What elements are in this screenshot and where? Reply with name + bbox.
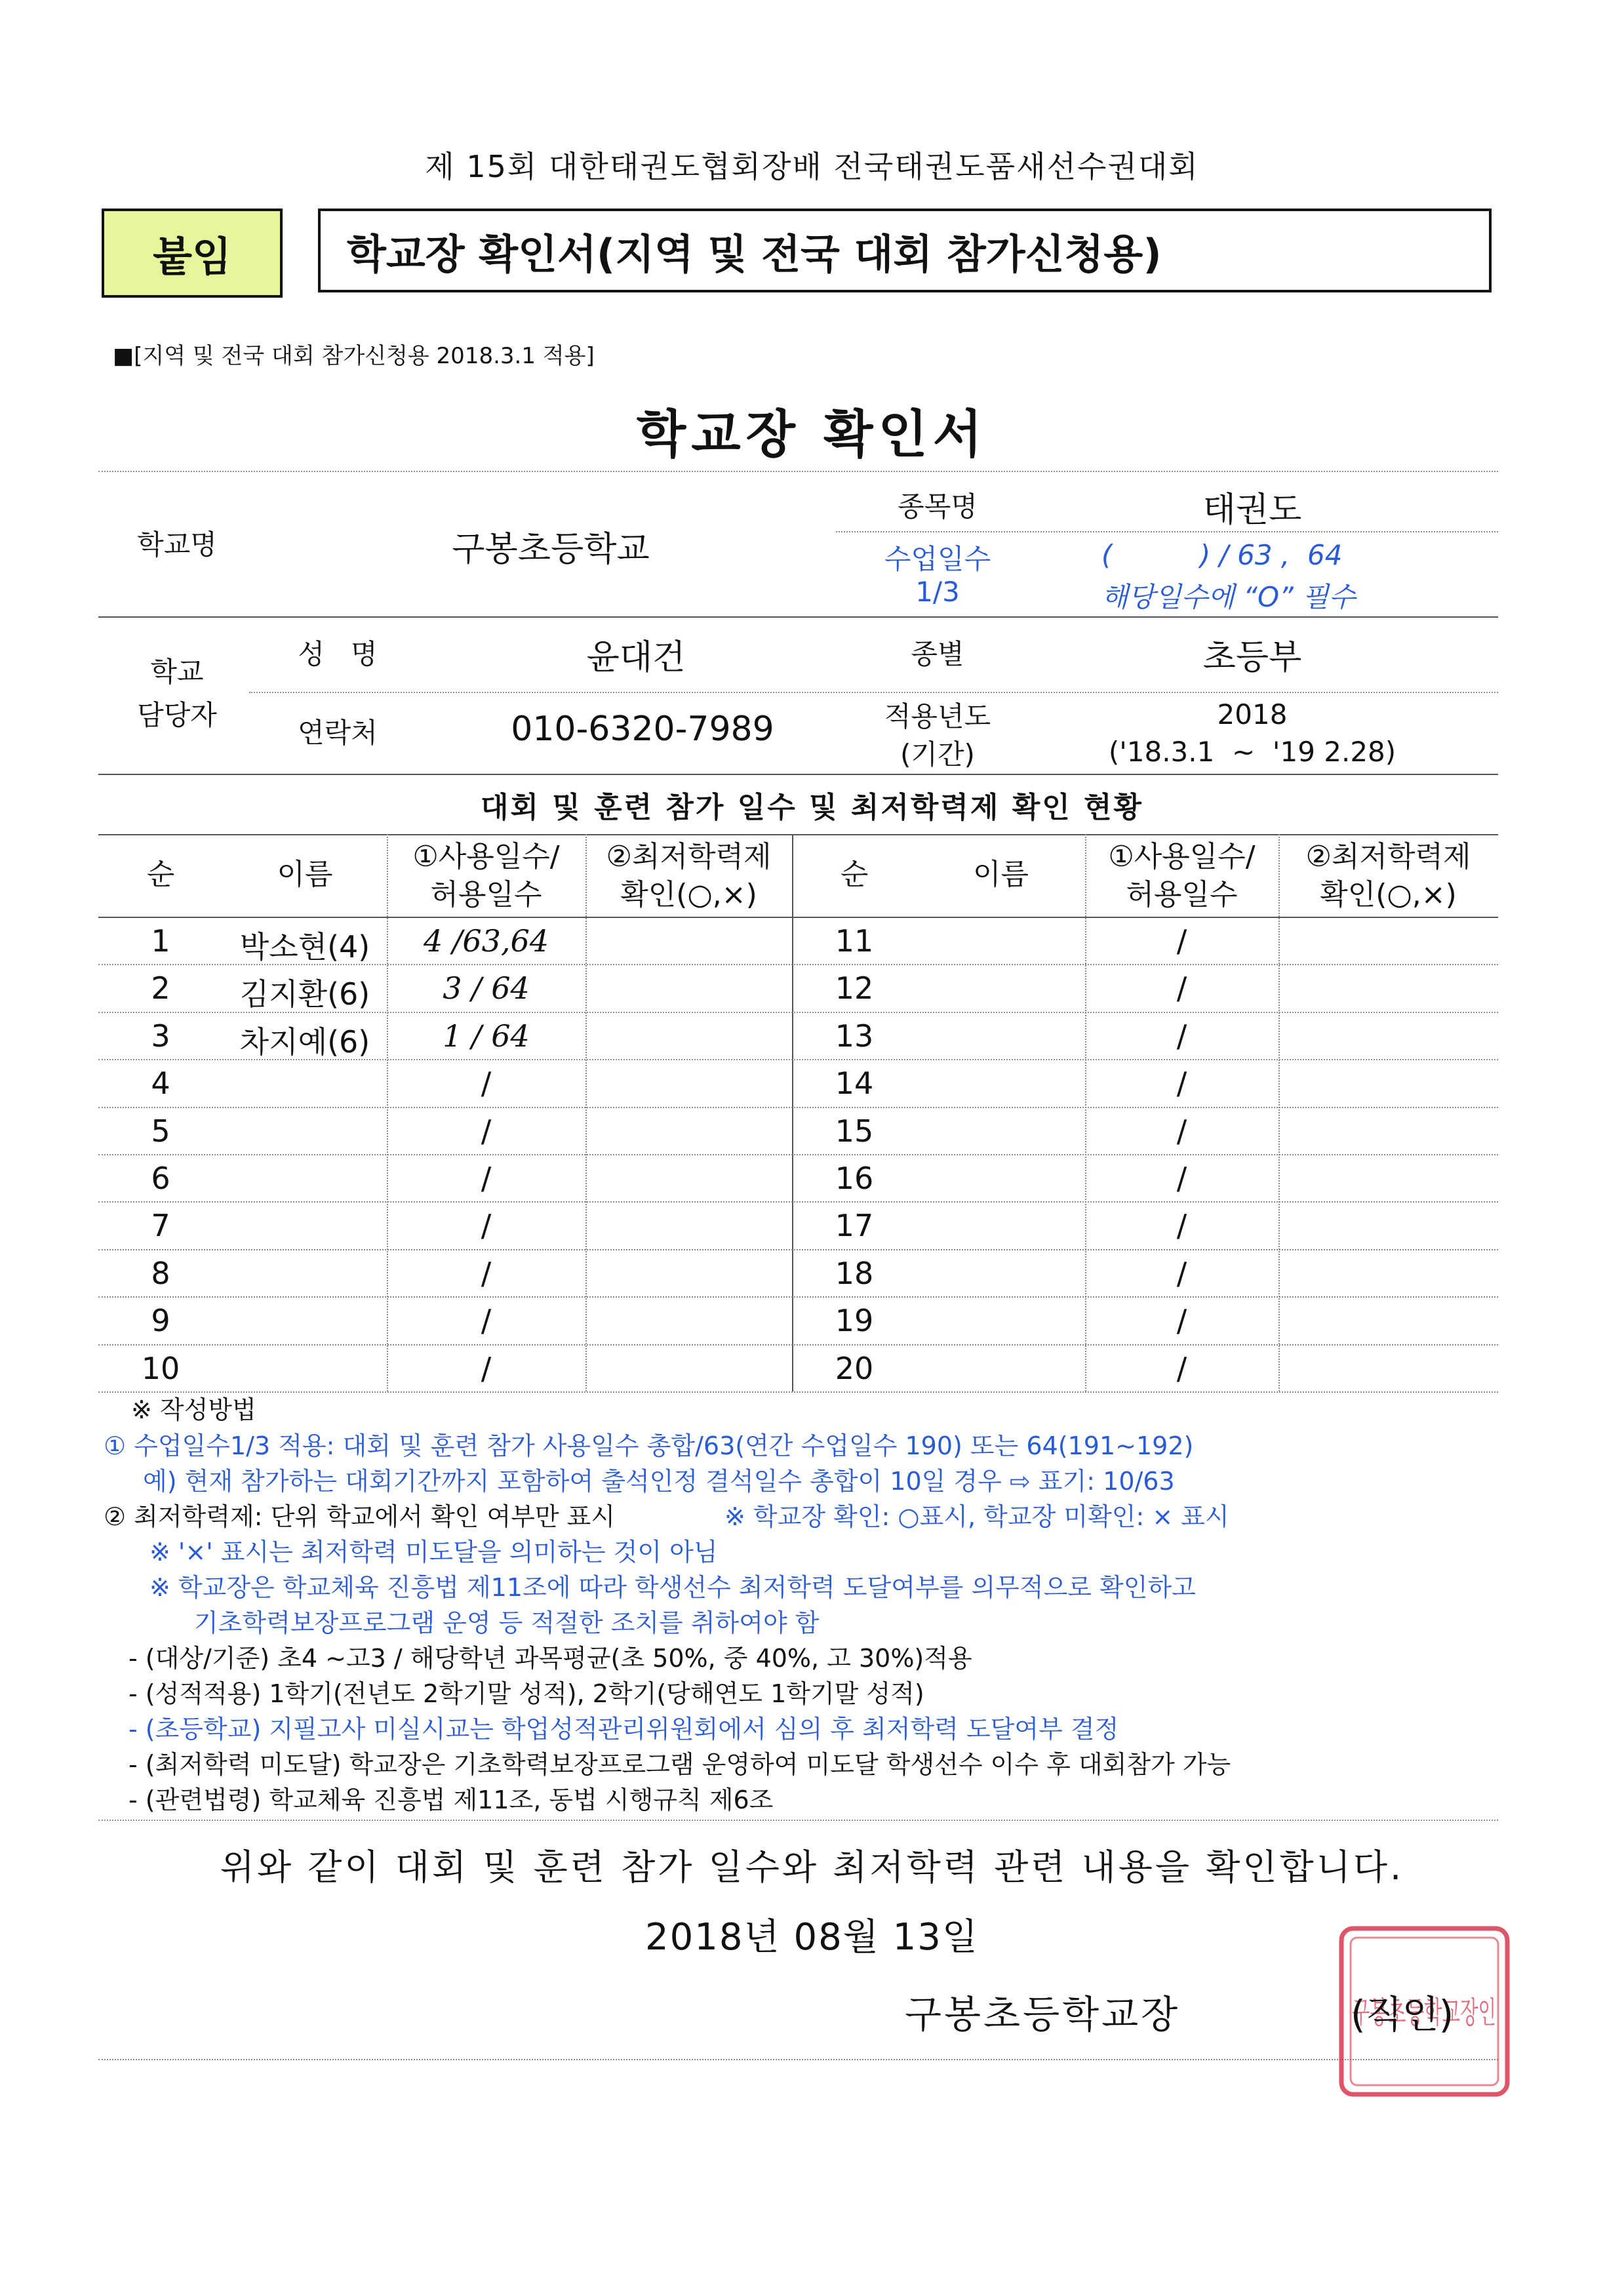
class-days-note: 해당일수에 “O” 필수 [1101,581,1356,613]
contact-label: 연락처 [298,717,378,749]
note-1a: ① 수업일수1/3 적용: 대회 및 훈련 참가 사용일수 총합/63(연간 수업일수 190) 또는 64(191~192) [104,1431,1194,1460]
days-ratio: / [1176,1303,1187,1339]
note-2a: ② 최저학력제: 단위 학교에서 확인 여부만 표시 [104,1502,616,1531]
class-days-fraction: 1/3 [915,576,960,608]
days-ratio: / [1176,1113,1187,1149]
detail-5: - (관련법령) 학교체육 진흥법 제11조, 동법 시행규칙 제6조 [129,1786,774,1814]
days-ratio: / [1176,1018,1187,1054]
days-ratio: / [481,1066,492,1102]
manager-name: 윤대건 [586,638,686,677]
note-1b: 예) 현재 참가하는 대회기간까지 포함하여 출석인정 결석일수 총합이 10일 경우 ⇨ 표기: 10/63 [143,1467,1175,1496]
row-divider [98,1391,1498,1393]
event-label: 종목명 [898,490,978,523]
attachment-tag: 붙임 [102,209,283,298]
student-name: 박소현(4) [239,929,370,965]
row-divider [98,964,1498,965]
divider [98,1820,1498,1821]
row-number: 17 [835,1208,874,1244]
divider [98,471,1498,472]
manager-label-2: 담당자 [137,699,217,731]
class-days-label: 수업일수 [884,543,991,575]
issue-date: 2018년 08월 13일 [645,1916,979,1959]
col-header-days-2: 허용일수 [430,878,542,911]
note-2c: ※ '×' 표시는 최저학력 미도달을 의미하는 것이 아님 [149,1538,718,1567]
col-header-name: 이름 [277,858,333,891]
row-divider [98,1154,1498,1155]
row-number: 4 [151,1066,170,1102]
days-ratio: / [1176,1066,1187,1102]
divider [98,2059,1498,2060]
row-number: 15 [835,1113,874,1149]
contact-value: 010-6320-7989 [511,709,774,749]
notes-heading: ※ 작성방법 [131,1395,256,1424]
detail-1: - (대상/기준) 초4 ~고3 / 해당학년 과목평균(초 50%, 중 40%, 고 30%)적용 [129,1644,972,1673]
event-value: 태권도 [1202,490,1302,530]
days-ratio: / [481,1208,492,1244]
col-header-check-right: ②최저학력제 [1305,840,1471,873]
row-divider [98,1107,1498,1108]
divider [1278,834,1280,1391]
days-ratio: / [1176,970,1187,1007]
col-header-days: ①사용일수/ [412,840,560,873]
row-number: 13 [835,1018,874,1054]
divider [98,917,1498,918]
days-ratio: / [1176,1350,1187,1386]
days-ratio: 4 /63,64 [423,923,549,959]
days-ratio: / [481,1161,492,1196]
row-divider [98,1059,1498,1060]
row-divider [98,1201,1498,1203]
days-ratio: / [481,1255,492,1291]
category-label: 종별 [911,638,964,670]
detail-2: - (성적적용) 1학기(전년도 2학기말 성적), 2학기(당해연도 1학기말 성적) [129,1679,924,1708]
row-number: 11 [835,923,874,959]
school-name-value: 구봉초등학교 [452,530,650,569]
row-number: 20 [835,1350,874,1386]
divider [836,531,1498,532]
row-number: 6 [151,1161,170,1196]
row-number: 12 [835,970,874,1007]
note-2d: ※ 학교장은 학교체육 진흥법 제11조에 따라 학생선수 최저학력 도달여부를 의무적으로 확인하고 [149,1573,1196,1602]
divider [585,834,587,1391]
row-number: 18 [835,1255,874,1291]
col-header-no: 순 [146,858,175,891]
row-number: 3 [151,1018,170,1054]
days-ratio: / [481,1303,492,1339]
stamp-text: 구봉초등학교장인 [1352,1995,1496,2030]
confirmation-text: 위와 같이 대회 및 훈련 참가 일수와 최저학력 관련 내용을 확인합니다. [220,1846,1404,1888]
signatory: 구봉초등학교장 [905,1992,1181,2037]
row-number: 1 [151,923,170,959]
document-title: 학교장 확인서 [636,405,988,464]
student-name: 차지예(6) [239,1024,370,1060]
row-number: 14 [835,1066,874,1102]
detail-4: - (최저학력 미도달) 학교장은 기초학력보장프로그램 운영하여 미도달 학생선수 이수 후 대회참가 가능 [129,1750,1231,1779]
name-label: 성 명 [298,638,378,670]
applied-note: ■[지역 및 전국 대회 참가신청용 2018.3.1 적용] [113,343,595,369]
days-ratio: / [481,1113,492,1149]
days-ratio: / [1176,1208,1187,1244]
col-header-check: ②최저학력제 [606,840,772,873]
school-name-label: 학교명 [137,529,217,561]
days-ratio: / [1176,923,1187,959]
divider [98,834,1498,835]
year-label: 적용년도 [884,700,991,732]
row-number: 19 [835,1303,874,1339]
row-number: 5 [151,1113,170,1149]
divider [98,616,1498,618]
divider [249,692,1498,693]
title-box: 학교장 확인서(지역 및 전국 대회 참가신청용) [318,209,1492,292]
col-header-check-right-2: 확인(○,×) [1320,878,1457,911]
seal-mark: (직인) [1351,1992,1454,2037]
days-ratio: / [1176,1161,1187,1196]
col-header-no-right: 순 [840,858,869,891]
row-number: 16 [835,1161,874,1196]
manager-label: 학교 [150,656,204,688]
col-header-days-right: ①사용일수/ [1108,840,1256,873]
competition-title: 제 15회 대한태권도협회장배 전국태권도품새선수권대회 [425,149,1199,184]
row-divider [98,1012,1498,1013]
row-divider [98,1249,1498,1250]
note-2b: ※ 학교장 확인: ○표시, 학교장 미확인: × 표시 [724,1502,1229,1531]
row-number: 10 [141,1350,180,1386]
col-header-name-right: 이름 [972,858,1029,891]
col-header-days-right-2: 허용일수 [1126,878,1238,911]
days-ratio: 1 / 64 [443,1018,530,1054]
year-label-2: (기간) [900,738,975,770]
class-days-value: ( ) / 63 , 64 [1101,539,1343,571]
table-title: 대회 및 훈련 참가 일수 및 최저학력제 확인 현황 [480,791,1144,824]
days-ratio: / [481,1350,492,1386]
row-number: 9 [151,1303,170,1339]
col-header-check-2: 확인(○,×) [620,878,757,911]
divider [98,774,1498,775]
days-ratio: / [1176,1255,1187,1291]
row-number: 7 [151,1208,170,1244]
year-period: ('18.3.1 ~ '19 2.28) [1108,736,1396,768]
row-number: 8 [151,1255,170,1291]
detail-3: - (초등학교) 지필고사 미실시교는 학업성적관리위원회에서 심의 후 최저학력 도달여부 결정 [129,1715,1119,1744]
student-name: 김지환(6) [239,976,370,1012]
category-value: 초등부 [1202,638,1302,677]
row-divider [98,1344,1498,1346]
note-2e: 기초학력보장프로그램 운영 등 적절한 조치를 취하여야 함 [194,1608,820,1637]
year-value: 2018 [1217,698,1288,730]
row-divider [98,1296,1498,1298]
days-ratio: 3 / 64 [443,970,530,1007]
row-number: 2 [151,970,170,1007]
